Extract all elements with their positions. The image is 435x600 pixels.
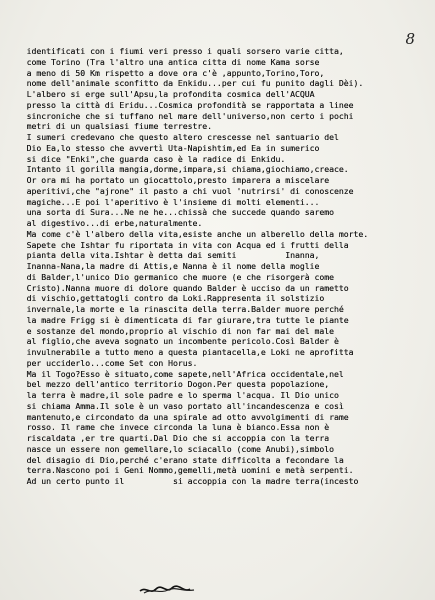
text-line: Intanto il gorilla mangia,dorme,impara,si chiama,giochiamo,creace. xyxy=(12,164,349,175)
page-number: 8 xyxy=(405,30,415,48)
text-line: L'albero si erge sull'Apsu,la profondita cosmica dell'ACQUA xyxy=(12,89,315,99)
text-line: al figlio,che aveva sognato un incombente pericolo.Così Balder è xyxy=(12,336,339,347)
text-line: Sapete che Ishtar fu riportata in vita con Acqua ed i frutti della xyxy=(12,239,349,250)
text-line: di Balder,l'unico Dio germanico che muore (e che risorgerà come xyxy=(12,271,335,282)
text-line: Cristo).Nanna muore di dolore quando Balder è ucciso da un rametto xyxy=(12,282,349,293)
text-line: per ucciderlo...come Set con Horus. xyxy=(12,357,198,368)
text-line: rosso. Il rame che invece circonda la luna è bianco.Essa non è xyxy=(12,422,330,433)
text-line: aperitivi,che "ajrone" il pasto a chi vuol 'nutrirsi' di conoscenze xyxy=(12,185,354,196)
text-line: una sorta di Sura...Ne ne he...chissà che succede quando saremo xyxy=(12,207,335,218)
text-line: pianta della vita.Ishtar è detta dai semiti Inanna, xyxy=(12,250,320,261)
text-line: identificati con i fiumi veri presso i quali sorsero varie citta, xyxy=(12,46,344,56)
text-line: invulnerabile a tutto meno a questa piantacella,e Loki ne aprofitta xyxy=(12,347,354,357)
text-line: nome dell'animale sconfitto da Enkidu...per cui fu punito dagli Dèi). xyxy=(12,78,364,89)
text-line: di vischio,gettatogli contro da Loki.Rappresenta il solstizio xyxy=(12,293,325,304)
text-line: sincroniche che si tuffano nel mare dell'universo,non certo i pochi xyxy=(12,110,354,121)
text-line: mantenuto,e circondato da una spirale ad otto avvolgimenti di rame xyxy=(12,411,349,422)
text-line: terra.Nascono poi i Geni Nommo,gemelli,metà uomini e metà serpenti. xyxy=(12,465,354,476)
text-line: Ad un certo punto il si accoppia con la madre terra(incesto xyxy=(12,476,359,486)
text-line: come Torino (Tra l'altro una antica citta di nome Kama sorse xyxy=(12,56,320,67)
text-line: bel mezzo dell'antico territorio Dogon.Per questa popolazione, xyxy=(12,379,330,390)
text-line: si chiama Amma.Il sole è un vaso portato all'incandescenza e così xyxy=(12,400,344,411)
text-line: nasce un essere non gemellare,lo sciacallo (come Anubi),simbolo xyxy=(12,443,335,454)
text-line: Ma il Togo?Esso è situato,come sapete,nell'Africa occidentale,nel xyxy=(12,368,344,379)
text-line: metri di un qualsiasi fiume terrestre. xyxy=(12,121,213,132)
text-line: la terra è madre,il sole padre e lo sperma l'acqua. Il Dio unico xyxy=(12,390,339,400)
handwritten-scribble xyxy=(138,584,198,596)
text-line: Or ora mi ha portato un giocattolo,presto imparera a miscelare xyxy=(12,175,330,185)
text-line: riscaldata ,er tre quarti.Dal Dio che si accoppia con la terra xyxy=(12,433,330,443)
text-line: a meno di 50 Km rispetto a dove ora c'è ,appunto,Torino,Toro, xyxy=(12,67,325,78)
text-line: si dice "Enki",che guarda caso è la radice di Enkidu. xyxy=(12,153,286,164)
text-line: presso la città di Eridu...Cosmica profondità se rapportata a linee xyxy=(12,99,354,110)
text-line: al digestivo...di erbe,naturalmente. xyxy=(12,218,203,228)
text-line: invernale,la morte e la rinascita della terra.Balder muore perché xyxy=(12,304,344,314)
text-line: la madre Frigg si è dimenticata di far giurare,tra tutte le piante xyxy=(12,314,349,325)
text-line: Inanna-Nana,la madre di Attis,e Nanna è il nome della moglie xyxy=(12,261,320,271)
text-line: Dio Ea,lo stesso che avvertì Uta-Napishtim,ed Ea in sumerico xyxy=(12,142,320,153)
body-text xyxy=(12,46,432,487)
text-line: I sumeri credevano che questo altero crescesse nel santuario del xyxy=(12,132,339,142)
text-line: del disagio di Dio,perché c'erano state difficolta a fecondare la xyxy=(12,454,344,465)
text-line: magiche...E poi l'aperitivo è l'insieme di molti elementi... xyxy=(12,196,320,207)
text-line: e sostanze del mondo,proprio al vischio di non far mai del male xyxy=(12,325,335,336)
text-line: Ma come c'è l'albero della vita,esiste anche un alberello della morte. xyxy=(12,228,369,239)
